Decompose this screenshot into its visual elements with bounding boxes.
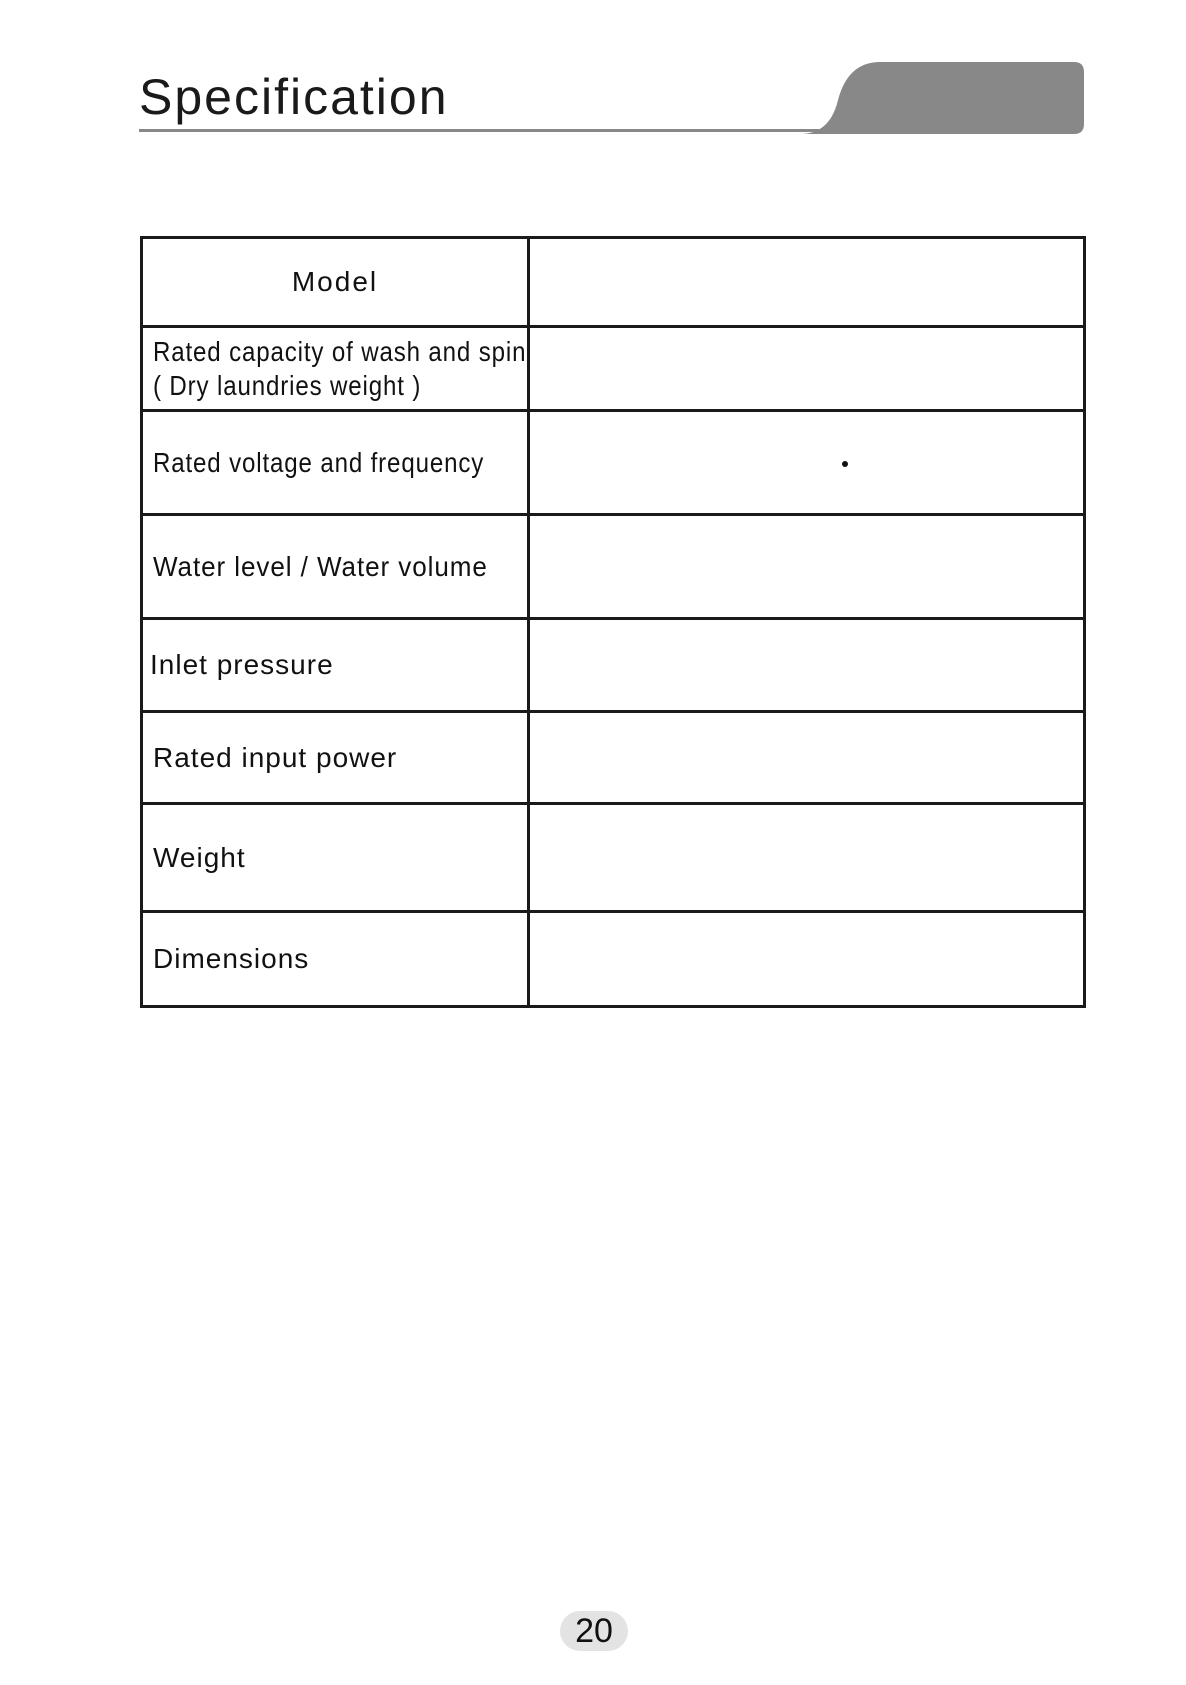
inlet-pressure-label: Inlet pressure [142, 619, 529, 712]
rated-voltage-value [529, 411, 1085, 515]
table-row [142, 804, 1085, 912]
rated-voltage-label: Rated voltage and frequency [142, 411, 529, 515]
table-row [142, 238, 1085, 327]
water-level-value [529, 515, 1085, 619]
weight-label: Weight [142, 804, 529, 912]
page-header [0, 0, 1186, 140]
header-tab-decoration [800, 60, 1086, 134]
weight-value [529, 804, 1085, 912]
table-row [142, 327, 1085, 411]
table-row [142, 515, 1085, 619]
water-level-label: Water level / Water volume [142, 515, 529, 619]
specification-table [140, 236, 1086, 1008]
bullet-dot [842, 461, 848, 467]
rated-capacity-value [529, 327, 1085, 411]
page-number: 20 [560, 1611, 628, 1651]
header-underline [139, 129, 819, 132]
table-row [142, 411, 1085, 515]
rated-input-power-value [529, 712, 1085, 804]
dimensions-label: Dimensions [142, 912, 529, 1007]
table-row [142, 712, 1085, 804]
model-value [529, 238, 1085, 327]
inlet-pressure-value [529, 619, 1085, 712]
table-row [142, 912, 1085, 1007]
model-label: Model [142, 238, 529, 327]
rated-input-power-label: Rated input power [142, 712, 529, 804]
page-title: Specification [139, 69, 449, 125]
rated-capacity-label: Rated capacity of wash and spin ( Dry laundries weight ) [142, 327, 529, 411]
table-row [142, 619, 1085, 712]
dimensions-value [529, 912, 1085, 1007]
